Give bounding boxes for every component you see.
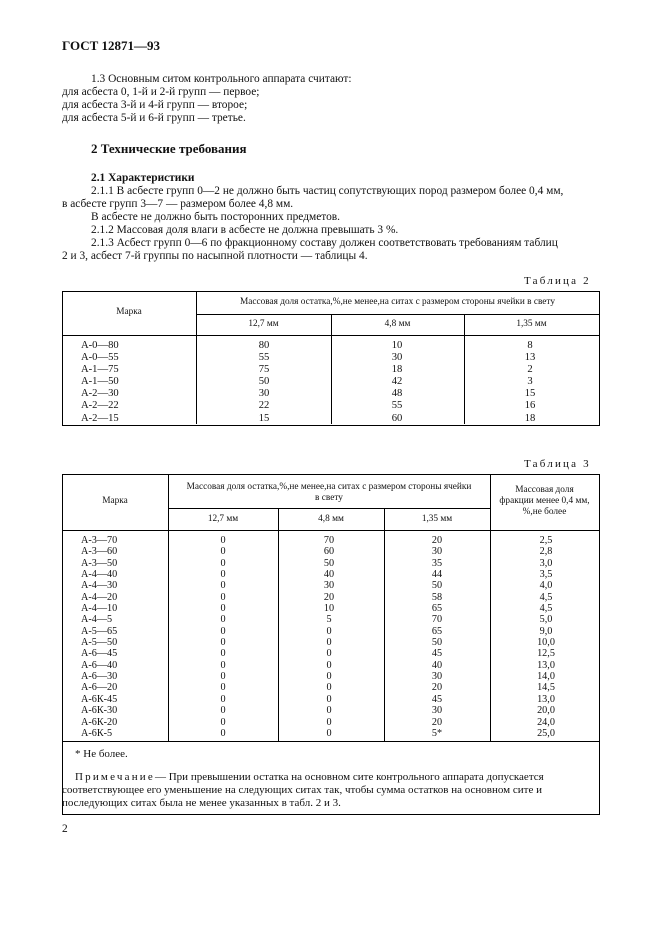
- table-3-cell: 30: [323, 580, 335, 592]
- table-2-row-mark: А-1—50: [81, 376, 119, 388]
- table-3-divider: [62, 741, 599, 742]
- table-2-cell: 60: [391, 412, 403, 424]
- table-3-cell: 0: [220, 614, 226, 626]
- table-3-header-sieve-3: 1,35 мм: [421, 514, 453, 524]
- table-2-cell: 18: [391, 364, 403, 376]
- table-3-col-12-7: [200, 535, 246, 739]
- table-3-cell: 10: [323, 603, 335, 615]
- table-3-cell: 0: [326, 716, 332, 728]
- table-2-cell: 13: [524, 352, 536, 364]
- table-3-cell: 20: [431, 682, 443, 694]
- table-3-cell: 20,0: [537, 705, 555, 717]
- table-2-cell: 2: [527, 364, 533, 376]
- paragraph-1-3: 1.3 Основным ситом контрольного аппарата считают:: [91, 73, 352, 85]
- table-3-col-fraction: [520, 535, 572, 739]
- table-2-cell: 18: [524, 412, 536, 424]
- table-2-divider: [464, 314, 465, 424]
- table-3-cell: 50: [431, 637, 443, 649]
- table-2-cell: 42: [391, 376, 403, 388]
- table-3-cell: 0: [220, 648, 226, 660]
- table-3-cell: 20: [431, 716, 443, 728]
- table-3-header-sieve-1: 12,7 мм: [207, 514, 239, 524]
- table-3-row-mark: А-3—60: [81, 546, 118, 558]
- table-3-cell: 20: [431, 535, 443, 546]
- table-2-row-mark: А-1—75: [81, 364, 119, 376]
- table-3-cell: 0: [220, 535, 226, 546]
- paragraph-2-1-1: 2.1.1 В асбесте групп 0—2 не должно быть частиц сопутствующих пород размером более 0,4 мм,: [91, 185, 564, 197]
- table-3-cell: 50: [431, 580, 443, 592]
- table-3-cell: 44: [431, 569, 443, 581]
- table-2-cell: 75: [258, 364, 270, 376]
- table-3-cell: 2,8: [539, 546, 553, 558]
- table-3-header-fraction: Массовая доля: [515, 485, 574, 495]
- table-3-cell: 40: [323, 569, 335, 581]
- table-2-col-4-8: [369, 340, 425, 425]
- table-2-cell: 48: [391, 388, 403, 400]
- table-3-cell: 3,5: [539, 569, 553, 581]
- table-3-cell: 9,0: [539, 625, 553, 637]
- table-3-cell: 70: [431, 614, 443, 626]
- table-3-note-cont: соответствующее его уменьшение на следующих ситах так, чтобы сумма остатков на основном сите и: [62, 784, 542, 796]
- paragraph-2-1-3: 2.1.3 Асбест групп 0—6 по фракционному составу должен соответствовать требованиям таблиц: [91, 237, 558, 249]
- table-3-row-mark: А-3—70: [81, 535, 118, 546]
- table-2-cell: 10: [391, 340, 403, 351]
- table-2-row-mark: А-0—80: [81, 340, 119, 351]
- table-3-cell: 0: [326, 637, 332, 649]
- paragraph-1-3-line-1: для асбеста 0, 1-й и 2-й групп — первое;: [62, 86, 260, 98]
- table-2-col-12-7: [236, 340, 292, 425]
- table-3-divider: [168, 508, 490, 509]
- paragraph-2-1-1-extra: В асбесте не должно быть посторонних предметов.: [91, 211, 340, 223]
- table-3-cell: 60: [323, 546, 335, 558]
- table-3-cell: 20: [323, 591, 335, 603]
- table-3-row-mark: А-5—65: [81, 625, 118, 637]
- table-3-header-fraction-unit: %,не более: [522, 507, 567, 517]
- table-3-cell: 25,0: [537, 727, 555, 739]
- table-3-row-mark: А-6—40: [81, 659, 118, 671]
- table-3-cell: 4,0: [539, 580, 553, 592]
- page-number: 2: [62, 823, 68, 835]
- table-3-cell: 0: [220, 569, 226, 581]
- table-3-cell: 0: [220, 625, 226, 637]
- table-3-row-mark: А-4—5: [81, 614, 113, 626]
- table-3-note: [75, 771, 544, 784]
- table-3-cell: 13,0: [537, 659, 555, 671]
- document-header: ГОСТ 12871—93: [62, 38, 161, 53]
- table-3-cell: 0: [326, 693, 332, 705]
- table-3-cell: 0: [220, 727, 226, 739]
- table-2-header-mark: Марка: [116, 307, 142, 317]
- table-3-row-mark: А-3—50: [81, 557, 118, 569]
- table-3-cell: 0: [326, 682, 332, 694]
- table-3-cell: 65: [431, 603, 443, 615]
- table-3-cell: 24,0: [537, 716, 555, 728]
- table-3-cell: 4,5: [539, 603, 553, 615]
- table-3-note-cont-2: последующих ситах была не менее указанных в табл. 2 и 3.: [62, 797, 341, 809]
- table-2-divider: [62, 335, 599, 336]
- table-3-cell: 5: [326, 614, 332, 626]
- table-2-header-group: Массовая доля остатка,%,не менее,на ситах с размером стороны ячейки в свету: [239, 297, 556, 307]
- table-3-note-label: Примечание: [75, 771, 155, 783]
- table-2-cell: 55: [258, 352, 270, 364]
- section-2-heading: 2 Технические требования: [91, 141, 247, 156]
- table-3-cell: 30: [431, 671, 443, 683]
- table-3-cell: 0: [220, 546, 226, 558]
- table-2-cell: 80: [258, 340, 270, 351]
- paragraph-1-3-line-3: для асбеста 5-й и 6-й групп — третье.: [62, 112, 246, 124]
- table-3-cell: 0: [220, 693, 226, 705]
- table-3-row-mark: А-4—30: [81, 580, 118, 592]
- table-3-row-mark: А-6—45: [81, 648, 118, 660]
- table-3-row-mark: А-6К-20: [81, 716, 118, 728]
- table-2-cell: 22: [258, 400, 270, 412]
- table-3-cell: 12,5: [537, 648, 555, 660]
- table-3-cell: 30: [431, 705, 443, 717]
- table-3-row-mark: А-5—50: [81, 637, 118, 649]
- table-2-divider: [331, 314, 332, 424]
- table-2-cell: 55: [391, 400, 403, 412]
- table-3-cell: 0: [326, 625, 332, 637]
- table-3-header-group-cont: в свету: [315, 493, 343, 503]
- table-3-cell: 0: [220, 580, 226, 592]
- table-3-cell: 5*: [431, 727, 443, 739]
- table-3-cell: 0: [326, 659, 332, 671]
- table-3-cell: 35: [431, 557, 443, 569]
- table-2-cell: 30: [258, 388, 270, 400]
- table-2-row-mark: А-2—22: [81, 400, 119, 412]
- table-3-cell: 0: [220, 637, 226, 649]
- table-2-cell: 50: [258, 376, 270, 388]
- table-3-cell: 65: [431, 625, 443, 637]
- table-3-cell: 0: [220, 705, 226, 717]
- table-3-cell: 0: [326, 671, 332, 683]
- table-3-cell: 2,5: [539, 535, 553, 546]
- table-2-cell: 30: [391, 352, 403, 364]
- table-3-marks: [81, 535, 117, 739]
- paragraph-2-1-1-cont: в асбесте групп 3—7 — размером более 4,8 мм.: [62, 198, 294, 210]
- table-2-cell: 16: [524, 400, 536, 412]
- table-3-cell: 0: [326, 727, 332, 739]
- table-3-header-mark: Марка: [102, 496, 128, 506]
- table-3-cell: 3,0: [539, 557, 553, 569]
- table-3-header-group: Массовая доля остатка,%,не менее,на ситах с размером стороны ячейки: [186, 482, 472, 492]
- table-3-cell: 0: [220, 557, 226, 569]
- table-2-marks: [81, 340, 119, 425]
- table-2-cell: 8: [527, 340, 533, 351]
- table-3-cell: 13,0: [537, 693, 555, 705]
- table-3-cell: 70: [323, 535, 335, 546]
- table-3-row-mark: А-4—20: [81, 591, 118, 603]
- table-3-cell: 40: [431, 659, 443, 671]
- table-3-divider: [62, 530, 599, 531]
- table-3-note-text: — При превышении остатка на основном сите контрольного аппарата допускается: [154, 771, 544, 783]
- table-3-divider: [278, 508, 279, 741]
- table-3-cell: 10,0: [537, 637, 555, 649]
- table-3-header-sieve-2: 4,8 мм: [318, 514, 344, 524]
- paragraph-2-1-2: 2.1.2 Массовая доля влаги в асбесте не должна превышать 3 %.: [91, 224, 399, 236]
- table-2-cell: 15: [524, 388, 536, 400]
- table-3-caption: Таблица 3: [524, 458, 591, 470]
- table-3-cell: 0: [220, 603, 226, 615]
- table-3-row-mark: А-4—10: [81, 603, 118, 615]
- table-3-cell: 0: [220, 591, 226, 603]
- table-2-caption: Таблица 2: [524, 275, 591, 287]
- table-3-cell: 0: [326, 648, 332, 660]
- table-3-row-mark: А-6К-5: [81, 727, 113, 739]
- table-3-row-mark: А-6К-45: [81, 693, 118, 705]
- table-3-cell: 14,0: [537, 671, 555, 683]
- table-2-cell: 15: [258, 412, 270, 424]
- table-3-row-mark: А-6К-30: [81, 705, 118, 717]
- table-3-col-1-35: [414, 535, 460, 739]
- table-3-cell: 50: [323, 557, 335, 569]
- table-3-cell: 45: [431, 648, 443, 660]
- table-2-row-mark: А-0—55: [81, 352, 119, 364]
- table-2-divider: [196, 291, 197, 424]
- table-3-cell: 0: [220, 682, 226, 694]
- table-2-col-1-35: [502, 340, 558, 425]
- table-3-cell: 5,0: [539, 614, 553, 626]
- table-2-cell: 3: [527, 376, 533, 388]
- table-3-cell: 45: [431, 693, 443, 705]
- table-3-cell: 30: [431, 546, 443, 558]
- table-3-row-mark: А-4—40: [81, 569, 118, 581]
- table-3-cell: 0: [220, 671, 226, 683]
- table-3-cell: 0: [220, 716, 226, 728]
- paragraph-1-3-line-2: для асбеста 3-й и 4-й групп — второе;: [62, 99, 248, 111]
- table-2-row-mark: А-2—15: [81, 412, 119, 424]
- table-3-cell: 0: [220, 659, 226, 671]
- table-3-col-4-8: [306, 535, 352, 739]
- table-2-divider: [196, 314, 599, 315]
- table-3-cell: 0: [326, 705, 332, 717]
- table-2-header-sieve-3: 1,35 мм: [516, 319, 547, 329]
- table-3-divider: [384, 508, 385, 741]
- table-2-row-mark: А-2—30: [81, 388, 119, 400]
- table-3-cell: 14,5: [537, 682, 555, 694]
- table-3-footnote: * Не более.: [75, 748, 128, 760]
- table-3-cell: 4,5: [539, 591, 553, 603]
- table-3-row-mark: А-6—20: [81, 682, 118, 694]
- paragraph-2-1-3-cont: 2 и 3, асбест 7-й группы по насыпной плотности — таблицы 4.: [62, 250, 368, 262]
- subsection-2-1-heading: 2.1 Характеристики: [91, 172, 195, 184]
- table-3-header-fraction-cont: фракции менее 0,4 мм,: [499, 496, 590, 506]
- table-3-row-mark: А-6—30: [81, 671, 118, 683]
- table-2-header-sieve-2: 4,8 мм: [384, 319, 411, 329]
- table-2-header-sieve-1: 12,7 мм: [248, 319, 279, 329]
- table-3-cell: 58: [431, 591, 443, 603]
